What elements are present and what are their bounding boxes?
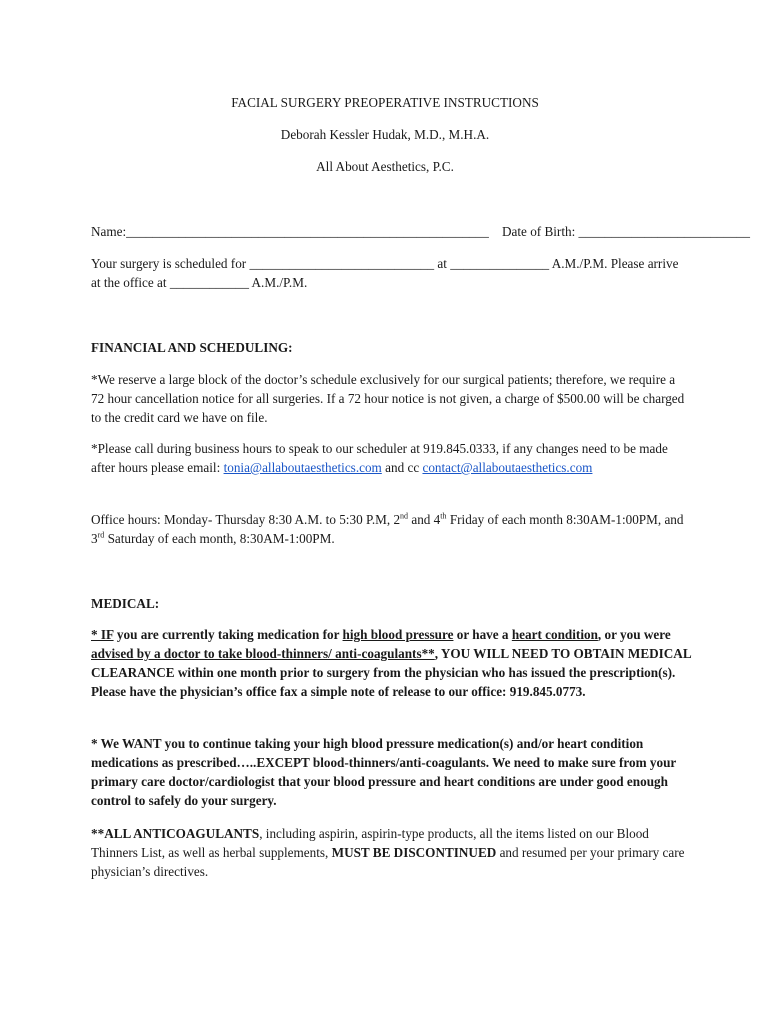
email-link-tonia[interactable]: tonia@allaboutaesthetics.com [223, 460, 382, 475]
high-blood-pressure-text: high blood pressure [342, 627, 454, 642]
arrive-label: at the office at [91, 275, 170, 290]
hours-text-4: Saturday of each month, 8:30AM-1:00PM. [104, 531, 335, 546]
p3-text-b: , including aspirin, aspirin-type products, all the items listed on our Blood Thinners List, as well as herbal supplements, [91, 826, 649, 860]
must-be-discontinued-text: MUST BE DISCONTINUED [331, 845, 497, 860]
medical-clearance-paragraph [91, 625, 691, 701]
ampm-arrive-text: A.M./P.M. Please arrive [549, 256, 679, 271]
hours-sup-2: th [440, 511, 447, 521]
all-anticoagulants-text: **ALL ANTICOAGULANTS [91, 826, 260, 841]
hours-sup-1: nd [400, 511, 409, 521]
p3-text-d: and resumed per your primary care physician’s directives. [91, 845, 685, 879]
scheduler-contact [91, 439, 691, 477]
p1-text-h: , YOU WILL NEED TO OBTAIN MEDICAL CLEARANCE within one month prior to surgery from the physician who has issued the prescription(s). Please have the physician’s office fax a simple note of release to our office: 919.845.0773. [91, 646, 691, 699]
dob-field[interactable]: __________________________ [578, 224, 750, 239]
hours-text-2: and 4 [408, 512, 441, 527]
office-hours [91, 510, 691, 548]
hours-text-3: Friday of each month 8:30AM-1:00PM, and 3 [91, 512, 684, 546]
schedule-paragraph [91, 254, 691, 292]
scheduled-label: Your surgery is scheduled for [91, 256, 250, 271]
p1-text-b: you are currently taking medication for [113, 627, 343, 642]
blood-thinners-text: advised by a doctor to take blood-thinners/ anti-coagulants** [91, 646, 435, 661]
name-field[interactable]: _______________________________________________________ [126, 224, 489, 239]
doctor-name: Deborah Kessler Hudak, M.D., M.H.A. [280, 127, 490, 142]
cc-text: and cc [381, 460, 423, 475]
hours-sup-3: rd [97, 530, 105, 540]
arrive-ampm: A.M./P.M. [248, 275, 308, 290]
hours-text-1: Office hours: Monday- Thursday 8:30 A.M. to 5:30 P.M, 2 [91, 512, 401, 527]
medical-heading: MEDICAL: [91, 596, 160, 611]
financial-heading: FINANCIAL AND SCHEDULING: [91, 340, 293, 355]
heart-condition-text: heart condition [511, 627, 598, 642]
surgery-time-field[interactable]: _______________ [450, 256, 550, 271]
at-label: at [434, 256, 451, 271]
email-link-contact[interactable]: contact@allaboutaesthetics.com [422, 460, 593, 475]
arrival-time-field[interactable]: ____________ [169, 275, 249, 290]
dob-label: Date of Birth: [502, 224, 579, 239]
scheduler-text: *Please call during business hours to speak to our scheduler at 919.845.0333, if any changes need to be made after hours please email: [91, 441, 668, 475]
document-title: FACIAL SURGERY PREOPERATIVE INSTRUCTIONS [231, 95, 539, 110]
p1-text-d: or have a [453, 627, 512, 642]
surgery-date-field[interactable]: ____________________________ [249, 256, 435, 271]
name-line [91, 222, 750, 241]
p1-text-f: , or you were [597, 627, 671, 642]
anticoagulants-paragraph [91, 824, 691, 881]
name-label: Name: [91, 224, 127, 239]
practice-name: All About Aesthetics, P.C. [316, 159, 454, 174]
if-text: * IF [91, 627, 114, 642]
blood-pressure-medication-paragraph: * We WANT you to continue taking your high blood pressure medication(s) and/or heart condition medications as prescribed…..EXCEPT blood-thinners/anti-coagulants. We need to make sure from your primary care doctor/cardiologist that your blood pressure and heart conditions are under good enough control to safely do your surgery. [91, 736, 677, 808]
cancellation-policy: *We reserve a large block of the doctor’s schedule exclusively for our surgical patients; therefore, we require a 72 hour cancellation notice for all surgeries. If a 72 hour notice is not given, a charge of $500.00 will be charged to the credit card we have on file. [91, 372, 685, 425]
